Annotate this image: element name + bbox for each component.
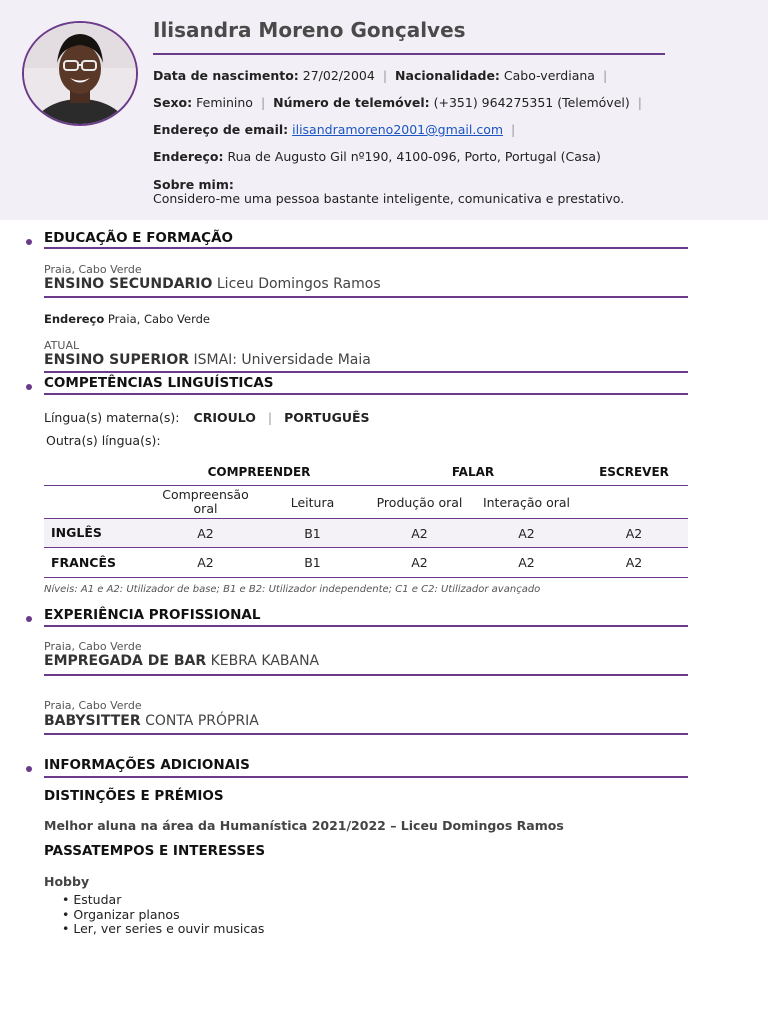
info-line-1: [153, 68, 615, 83]
level-cell: A2: [625, 555, 643, 570]
subheader-producao: Produção oral: [376, 495, 463, 510]
separator: |: [511, 122, 516, 137]
level-cell: A2: [518, 526, 535, 541]
education-address-value: Praia, Cabo Verde: [107, 312, 211, 326]
additional-title: INFORMAÇÕES ADICIONAIS: [44, 757, 250, 773]
level-cell: B1: [304, 555, 321, 570]
subheader-leitura: Leitura: [290, 495, 335, 510]
mother-tongue-row: [44, 410, 370, 425]
entry-divider: [44, 371, 688, 373]
hobbies-title: PASSATEMPOS E INTERESSES: [44, 843, 266, 859]
experience-role: EMPREGADA DE BAR: [44, 653, 207, 669]
level-cell: A2: [411, 555, 428, 570]
info-line-4: [153, 149, 601, 164]
level-cell: A2: [197, 555, 214, 570]
about-value: Considero-me uma pessoa bastante inteligente, comunicativa e prestativo.: [153, 191, 625, 206]
list-item: • Estudar: [62, 893, 264, 908]
separator: |: [602, 68, 608, 83]
table-rule: [44, 547, 688, 548]
education-address: [44, 312, 210, 326]
separator: |: [267, 410, 273, 425]
mother-tongue-1: CRIOULO: [193, 410, 256, 425]
education-school: Liceu Domingos Ramos: [216, 276, 381, 292]
avatar: [22, 21, 138, 126]
separator: |: [637, 95, 642, 110]
awards-title: DISTINÇÕES E PRÉMIOS: [44, 788, 224, 804]
info-line-2: [153, 95, 650, 110]
language-name: INGLÊS: [51, 525, 102, 540]
phone-value: (+351) 964275351 (Telemóvel): [433, 95, 630, 110]
education-status: ATUAL: [44, 339, 80, 352]
experience-entry-1: [44, 653, 319, 669]
level-cell: A2: [411, 526, 428, 541]
languages-rule: [44, 393, 688, 395]
section-bullet: [26, 616, 32, 622]
education-rule: [44, 247, 688, 249]
other-languages-label: Outra(s) língua(s):: [46, 433, 161, 448]
languages-title: COMPETÊNCIAS LINGUÍSTICAS: [44, 375, 274, 391]
about-label-text: Sobre mim:: [153, 177, 234, 192]
separator: |: [260, 95, 266, 110]
group-falar: FALAR: [451, 465, 495, 479]
entry-divider: [44, 733, 688, 735]
education-address-label: Endereço: [44, 312, 105, 326]
mother-tongue-label: Língua(s) materna(s):: [44, 410, 180, 425]
subheader-compreensao: Compreensão oral: [162, 487, 249, 516]
table-rule: [44, 577, 688, 578]
experience-rule: [44, 625, 688, 627]
mother-tongue-2: PORTUGUÊS: [284, 410, 370, 425]
level-cell: A2: [197, 526, 214, 541]
group-escrever: ESCREVER: [599, 465, 669, 479]
hobby-label: Hobby: [44, 874, 90, 889]
experience-role: BABYSITTER: [44, 713, 141, 729]
section-bullet: [26, 384, 32, 390]
experience-employer: KEBRA KABANA: [210, 653, 320, 669]
education-entry-1: [44, 276, 381, 292]
levels-note: Níveis: A1 e A2: Utilizador de base; B1 e B2: Utilizador independente; C1 e C2: Utilizador avançado: [44, 584, 541, 595]
list-item: • Organizar planos: [62, 908, 264, 923]
avatar-photo: [24, 23, 136, 124]
table-rule: [44, 485, 688, 486]
nationality-label: Nacionalidade:: [395, 68, 500, 83]
name-divider: [153, 53, 665, 55]
education-location: Praia, Cabo Verde: [44, 263, 142, 276]
experience-location: Praia, Cabo Verde: [44, 640, 142, 653]
phone-label: Número de telemóvel:: [273, 95, 430, 110]
language-name: FRANCÊS: [51, 555, 117, 570]
experience-location: Praia, Cabo Verde: [44, 699, 142, 712]
birth-value: 27/02/2004: [302, 68, 375, 83]
hobby-list: [44, 893, 264, 937]
about-label: [153, 177, 234, 192]
award-item: Melhor aluna na área da Humanística 2021/2022 – Liceu Domingos Ramos: [44, 818, 564, 833]
entry-divider: [44, 296, 688, 298]
education-school: ISMAI: Universidade Maia: [193, 352, 371, 368]
person-name: Ilisandra Moreno Gonçalves: [153, 18, 466, 42]
education-title: EDUCAÇÃO E FORMAÇÃO: [44, 230, 234, 246]
separator: |: [382, 68, 388, 83]
education-degree: ENSINO SUPERIOR: [44, 352, 190, 368]
experience-entry-2: [44, 713, 259, 729]
level-cell: B1: [304, 526, 321, 541]
additional-rule: [44, 776, 688, 778]
sex-value: Feminino: [196, 95, 253, 110]
email-label: Endereço de email:: [153, 122, 289, 137]
entry-divider: [44, 674, 688, 676]
address-value: Rua de Augusto Gil nº190, 4100-096, Porto, Portugal (Casa): [227, 149, 601, 164]
birth-label: Data de nascimento:: [153, 68, 299, 83]
nationality-value: Cabo-verdiana: [503, 68, 595, 83]
level-cell: A2: [518, 555, 535, 570]
experience-employer: CONTA PRÓPRIA: [145, 713, 259, 729]
email-link[interactable]: ilisandramoreno2001@gmail.com: [292, 122, 504, 137]
info-line-3: [153, 122, 523, 137]
sex-label: Sexo:: [153, 95, 193, 110]
group-compreender: COMPREENDER: [207, 465, 311, 479]
level-cell: A2: [625, 526, 643, 541]
experience-title: EXPERIÊNCIA PROFISSIONAL: [44, 607, 261, 623]
section-bullet: [26, 766, 32, 772]
subheader-interacao: Interação oral: [482, 495, 571, 510]
list-item: • Ler, ver series e ouvir musicas: [62, 922, 264, 937]
section-bullet: [26, 239, 32, 245]
address-label: Endereço:: [153, 149, 224, 164]
education-entry-2: [44, 352, 371, 368]
education-degree: ENSINO SECUNDARIO: [44, 276, 213, 292]
